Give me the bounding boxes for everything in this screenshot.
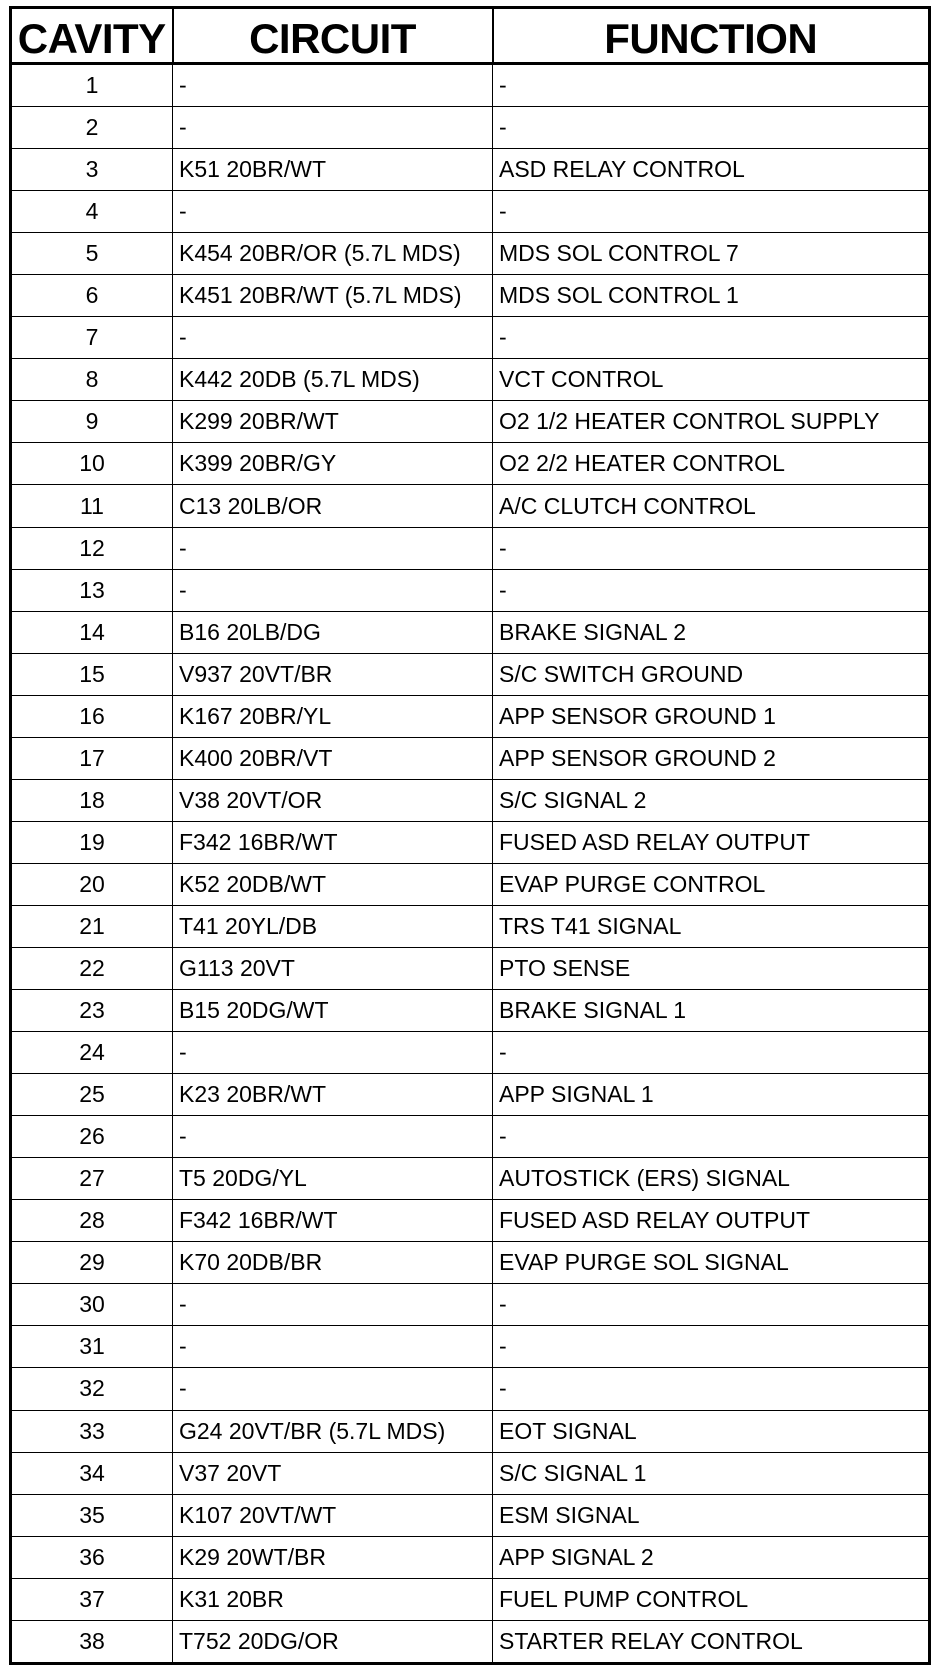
table-row [11,485,930,527]
circuit-cell: K167 20BR/YL [173,695,493,737]
circuit-cell: F342 16BR/WT [173,1200,493,1242]
function-cell: - [493,1284,930,1326]
function-cell: - [493,191,930,233]
cavity-cell: 37 [11,1578,173,1620]
table-row [11,1074,930,1116]
cavity-cell: 5 [11,233,173,275]
table-row [11,1410,930,1452]
circuit-cell: K399 20BR/GY [173,443,493,485]
table-row [11,611,930,653]
table-row [11,779,930,821]
function-cell: APP SENSOR GROUND 2 [493,737,930,779]
function-cell: BRAKE SIGNAL 2 [493,611,930,653]
circuit-cell: K51 20BR/WT [173,149,493,191]
table-row [11,443,930,485]
circuit-cell: - [173,1326,493,1368]
circuit-cell: G24 20VT/BR (5.7L MDS) [173,1410,493,1452]
function-cell: FUSED ASD RELAY OUTPUT [493,821,930,863]
function-cell: FUSED ASD RELAY OUTPUT [493,1200,930,1242]
table-row [11,737,930,779]
function-cell: VCT CONTROL [493,359,930,401]
circuit-cell: K299 20BR/WT [173,401,493,443]
circuit-cell: V38 20VT/OR [173,779,493,821]
table-row [11,821,930,863]
cavity-cell: 36 [11,1536,173,1578]
table-row [11,569,930,611]
function-cell: - [493,317,930,359]
table-row [11,527,930,569]
function-cell: MDS SOL CONTROL 1 [493,275,930,317]
function-cell: STARTER RELAY CONTROL [493,1620,930,1663]
cavity-cell: 10 [11,443,173,485]
table-row [11,107,930,149]
circuit-cell: K70 20DB/BR [173,1242,493,1284]
table-row [11,1578,930,1620]
function-cell: - [493,1032,930,1074]
circuit-cell: K52 20DB/WT [173,863,493,905]
cavity-cell: 26 [11,1116,173,1158]
cavity-cell: 20 [11,863,173,905]
circuit-cell: V937 20VT/BR [173,653,493,695]
table-row [11,1242,930,1284]
table-body [11,64,930,1664]
cavity-cell: 7 [11,317,173,359]
cavity-cell: 32 [11,1368,173,1410]
function-cell: TRS T41 SIGNAL [493,905,930,947]
function-cell: MDS SOL CONTROL 7 [493,233,930,275]
cavity-cell: 9 [11,401,173,443]
function-cell: APP SIGNAL 1 [493,1074,930,1116]
cavity-cell: 16 [11,695,173,737]
function-cell: ASD RELAY CONTROL [493,149,930,191]
function-cell: - [493,1368,930,1410]
circuit-cell: K454 20BR/OR (5.7L MDS) [173,233,493,275]
function-cell: O2 1/2 HEATER CONTROL SUPPLY [493,401,930,443]
table-row [11,1536,930,1578]
cavity-column-header: CAVITY [11,8,173,64]
function-cell: APP SENSOR GROUND 1 [493,695,930,737]
function-cell: O2 2/2 HEATER CONTROL [493,443,930,485]
circuit-cell: - [173,107,493,149]
circuit-cell: - [173,569,493,611]
cavity-cell: 6 [11,275,173,317]
cavity-cell: 11 [11,485,173,527]
table-row [11,149,930,191]
table-row [11,695,930,737]
cavity-cell: 15 [11,653,173,695]
table-row [11,1620,930,1663]
circuit-cell: C13 20LB/OR [173,485,493,527]
function-cell: S/C SIGNAL 2 [493,779,930,821]
circuit-cell: T41 20YL/DB [173,905,493,947]
function-cell: - [493,64,930,107]
circuit-cell: - [173,191,493,233]
cavity-cell: 18 [11,779,173,821]
function-cell: EVAP PURGE CONTROL [493,863,930,905]
circuit-cell: K451 20BR/WT (5.7L MDS) [173,275,493,317]
cavity-cell: 30 [11,1284,173,1326]
connector-pinout-table [9,6,931,1665]
function-cell: AUTOSTICK (ERS) SIGNAL [493,1158,930,1200]
cavity-cell: 29 [11,1242,173,1284]
circuit-cell: G113 20VT [173,948,493,990]
circuit-cell: - [173,1116,493,1158]
function-column-header: FUNCTION [493,8,930,64]
function-cell: - [493,527,930,569]
cavity-cell: 19 [11,821,173,863]
table-row [11,948,930,990]
table-row [11,1284,930,1326]
function-cell: EVAP PURGE SOL SIGNAL [493,1242,930,1284]
cavity-cell: 17 [11,737,173,779]
table-row [11,1494,930,1536]
table-row [11,1200,930,1242]
circuit-cell: K29 20WT/BR [173,1536,493,1578]
cavity-cell: 22 [11,948,173,990]
cavity-cell: 34 [11,1452,173,1494]
table-header [11,8,930,64]
table-row [11,905,930,947]
table-row [11,401,930,443]
cavity-cell: 3 [11,149,173,191]
cavity-cell: 27 [11,1158,173,1200]
table-row [11,990,930,1032]
cavity-cell: 31 [11,1326,173,1368]
circuit-cell: T752 20DG/OR [173,1620,493,1663]
function-cell: - [493,569,930,611]
cavity-cell: 1 [11,64,173,107]
cavity-cell: 38 [11,1620,173,1663]
circuit-cell: F342 16BR/WT [173,821,493,863]
circuit-cell: K31 20BR [173,1578,493,1620]
table-row [11,1158,930,1200]
cavity-cell: 2 [11,107,173,149]
header-row [11,8,930,64]
cavity-cell: 13 [11,569,173,611]
table-row [11,233,930,275]
circuit-cell: K23 20BR/WT [173,1074,493,1116]
circuit-cell: - [173,527,493,569]
function-cell: A/C CLUTCH CONTROL [493,485,930,527]
circuit-cell: - [173,1368,493,1410]
circuit-cell: V37 20VT [173,1452,493,1494]
table-row [11,191,930,233]
cavity-cell: 25 [11,1074,173,1116]
table-row [11,653,930,695]
circuit-cell: K107 20VT/WT [173,1494,493,1536]
circuit-cell: - [173,1032,493,1074]
table-row [11,359,930,401]
cavity-cell: 4 [11,191,173,233]
function-cell: FUEL PUMP CONTROL [493,1578,930,1620]
cavity-cell: 35 [11,1494,173,1536]
function-cell: EOT SIGNAL [493,1410,930,1452]
table-row [11,64,930,107]
function-cell: - [493,107,930,149]
function-cell: BRAKE SIGNAL 1 [493,990,930,1032]
cavity-cell: 12 [11,527,173,569]
function-cell: APP SIGNAL 2 [493,1536,930,1578]
table-row [11,1368,930,1410]
table-row [11,1116,930,1158]
circuit-cell: B15 20DG/WT [173,990,493,1032]
function-cell: ESM SIGNAL [493,1494,930,1536]
circuit-cell: - [173,317,493,359]
table-row [11,1032,930,1074]
table-row [11,863,930,905]
function-cell: - [493,1326,930,1368]
table-row [11,1452,930,1494]
cavity-cell: 21 [11,905,173,947]
cavity-cell: 28 [11,1200,173,1242]
circuit-cell: - [173,1284,493,1326]
circuit-cell: B16 20LB/DG [173,611,493,653]
cavity-cell: 14 [11,611,173,653]
function-cell: PTO SENSE [493,948,930,990]
circuit-cell: K442 20DB (5.7L MDS) [173,359,493,401]
table-row [11,317,930,359]
cavity-cell: 33 [11,1410,173,1452]
function-cell: S/C SWITCH GROUND [493,653,930,695]
table-row [11,275,930,317]
cavity-cell: 8 [11,359,173,401]
circuit-cell: K400 20BR/VT [173,737,493,779]
circuit-cell: - [173,64,493,107]
table-row [11,1326,930,1368]
function-cell: - [493,1116,930,1158]
function-cell: S/C SIGNAL 1 [493,1452,930,1494]
circuit-column-header: CIRCUIT [173,8,493,64]
cavity-cell: 24 [11,1032,173,1074]
circuit-cell: T5 20DG/YL [173,1158,493,1200]
cavity-cell: 23 [11,990,173,1032]
